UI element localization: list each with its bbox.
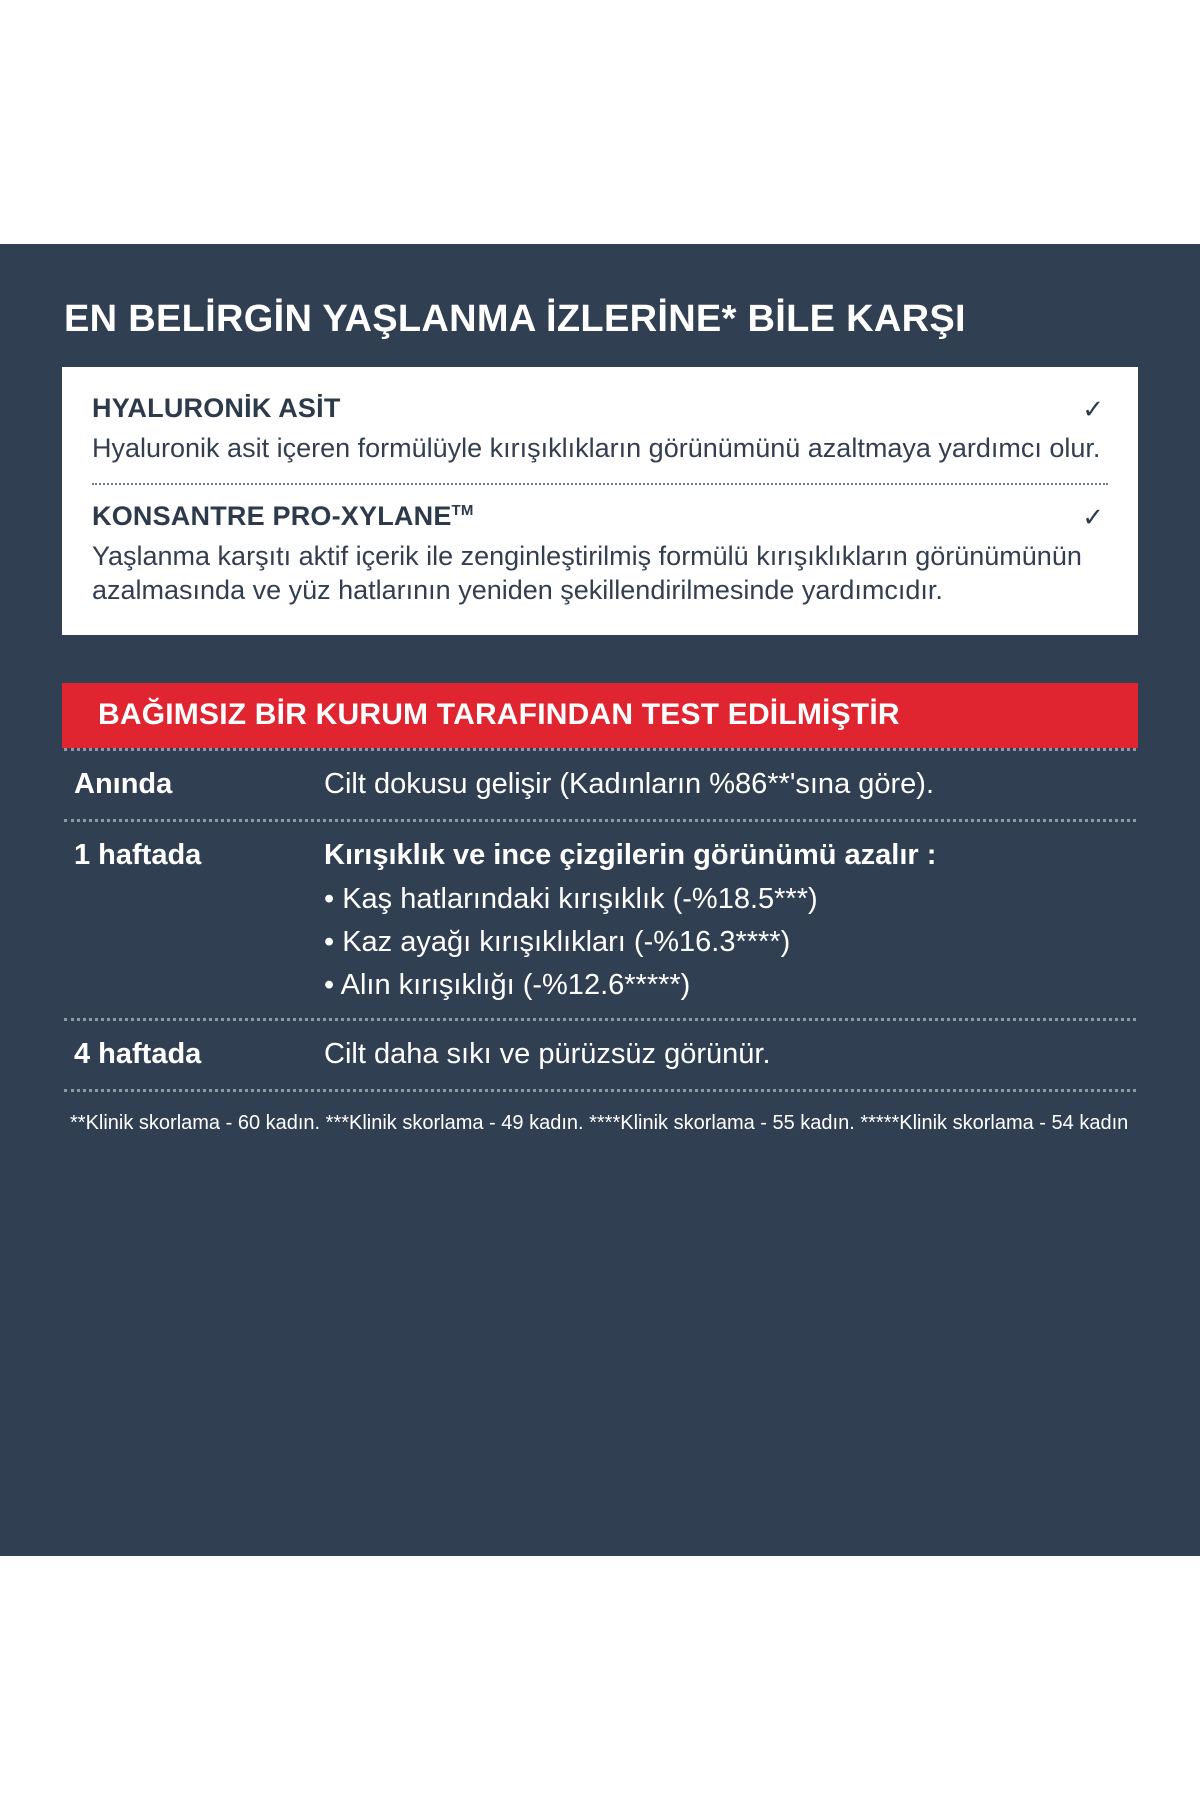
footnote: **Klinik skorlama - 60 kadın. ***Klinik skorlama - 49 kadın. ****Klinik skorlama - 55 kadın. *****Klinik skorlama - 54 kadın: [70, 1112, 1129, 1135]
claims-panel: [0, 244, 1200, 1556]
result-bullet-list: [324, 882, 1136, 1002]
result-body: [324, 767, 1136, 803]
trademark-mark: TM: [451, 502, 474, 520]
ingredient-description: Yaşlanma karşıtı aktif içerik ile zenginleştirilmiş formülü kırışıklıkların görünümünün azalmasında ve yüz hatlarının yeniden şekillendirilmesinde yardımcıdır.: [92, 541, 1082, 606]
ingredient-divider: [92, 483, 1108, 485]
check-icon: ✓: [1082, 502, 1104, 533]
list-item: • Kaz ayağı kırışıklıkları (-%16.3****): [324, 925, 791, 958]
results-divider: [64, 1089, 1136, 1092]
list-item: • Kaş hatlarındaki kırışıklık (-%18.5***): [324, 883, 818, 916]
result-time: Anında: [74, 768, 173, 801]
ingredient-title: [92, 393, 341, 424]
list-item: • Alın kırışıklığı (-%12.6*****): [324, 968, 691, 1001]
result-text: Cilt daha sıkı ve pürüzsüz görünür.: [324, 1038, 771, 1071]
table-row: [62, 1021, 1138, 1089]
results-table: [62, 748, 1138, 1092]
result-time: 1 haftada: [74, 839, 202, 872]
ingredients-card: [62, 367, 1138, 635]
check-icon: ✓: [1082, 394, 1104, 424]
result-body: [324, 1037, 1136, 1073]
ingredient-title-row: [92, 393, 1108, 424]
result-time: 4 haftada: [74, 1038, 202, 1071]
result-body: [324, 838, 1136, 1002]
table-row: [62, 751, 1138, 819]
ingredient-title-row: [92, 501, 1108, 532]
result-text: Cilt dokusu gelişir (Kadınların %86**'sına göre).: [324, 768, 935, 801]
table-row: [62, 822, 1138, 1018]
tested-banner: BAĞIMSIZ BİR KURUM TARAFINDAN TEST EDİLMİŞTİR: [62, 683, 1138, 748]
ingredient-title-text: HYALURONİK ASİT: [92, 393, 341, 423]
ingredient-title-text: KONSANTRE PRO-XYLANE: [92, 501, 452, 532]
ingredient-item-hyaluronic: [92, 393, 1108, 465]
ingredient-item-pro-xylane: [92, 501, 1108, 607]
page-title: EN BELİRGİN YAŞLANMA İZLERİNE* BİLE KARŞI: [64, 298, 966, 340]
ingredient-title: [92, 501, 474, 532]
ingredient-description: Hyaluronik asit içeren formülüyle kırışıklıkların görünümünü azaltmaya yardımcı olur.: [92, 433, 1101, 464]
result-lead: Kırışıklık ve ince çizgilerin görünümü azalır :: [324, 839, 937, 872]
